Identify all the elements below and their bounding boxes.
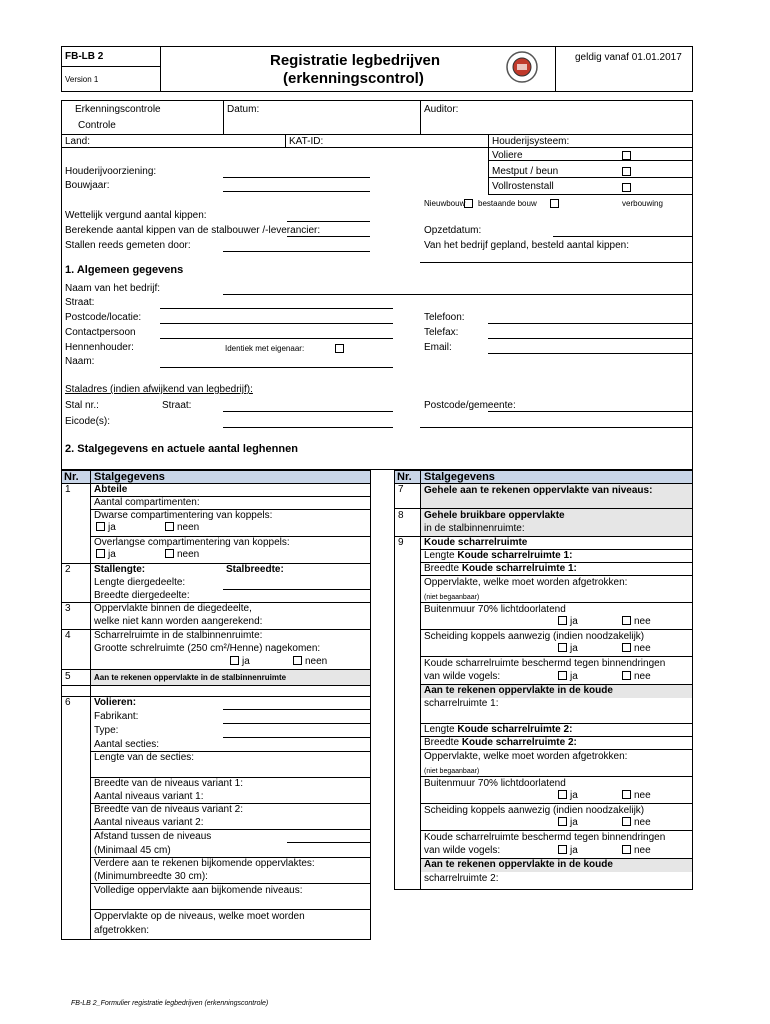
datum-label: Datum: (227, 104, 260, 115)
naam-bedrijf-field[interactable] (223, 294, 693, 295)
stallengte-label: Stallengte: (94, 564, 146, 575)
buitenmuur-ks2-nee[interactable]: nee (622, 790, 651, 801)
oppervlakte-label-2: welke niet kann worden aangerekend: (94, 616, 263, 627)
aan-koude1-label-2: scharrelruimte 1: (424, 698, 499, 709)
identiek-checkbox[interactable] (335, 344, 344, 353)
lengte-ks2-label: Lengte Koude scharrelruimte 2: (424, 724, 573, 735)
koude-label: Koude scharrelruimte (424, 537, 528, 548)
row9-nr: 9 (398, 537, 404, 548)
nieuwbouw-label: Nieuwbouw (424, 199, 466, 208)
land-label: Land: (65, 136, 91, 147)
aantal-variant1-label: Aantal niveaus variant 1: (94, 791, 204, 802)
scheiding-ks2-label: Scheiding koppels aanwezig (indien noodzakelijk) (424, 805, 645, 816)
auditor-label: Auditor: (424, 104, 459, 115)
hennenhouder-label: Hennenhouder: (65, 342, 134, 353)
scheiding-ks1-ja[interactable]: ja (558, 643, 578, 654)
stalbreedte-label: Stalbreedte: (226, 564, 284, 575)
afgetrokken-ks1-label: Oppervlakte, welke moet worden afgetrokken: (424, 577, 628, 588)
dwarse-label: Dwarse compartimentering van koppels: (94, 510, 273, 521)
contactpersoon-field[interactable] (160, 338, 393, 339)
postcode-field[interactable] (160, 323, 393, 324)
row1-nr: 1 (65, 484, 71, 495)
seal-logo-icon (504, 50, 540, 84)
breedte-diergedeelte-label: Breedte diergedeelte: (94, 590, 190, 601)
staladres-label: Staladres (indien afwijkend van legbedrijf): (65, 384, 253, 395)
volieren-label: Volieren: (94, 697, 137, 708)
abteile-label: Abteile (94, 484, 128, 495)
aan-koude2-label-1: Aan te rekenen oppervlakte in de koude (424, 859, 613, 870)
volledige-label: Volledige oppervlakte aan bijkomende niveaus: (94, 885, 303, 896)
stallen-field[interactable] (223, 251, 370, 252)
beschermd-ks1-label-1: Koude scharrelruimte beschermd tegen binnendringen (424, 658, 666, 669)
straat-label: Straat: (65, 297, 95, 308)
email-label: Email: (424, 342, 452, 353)
lengte-secties-label: Lengte van de secties: (94, 752, 195, 763)
houderijvoorziening-label: Houderijvoorziening: (65, 166, 157, 177)
right-stal-header: Stalgegevens (424, 471, 495, 483)
afgetrokken-ks2-label: Oppervlakte, welke moet worden afgetrokken: (424, 751, 628, 762)
stal-straat-label: Straat: (162, 400, 192, 411)
eicode-field[interactable] (223, 427, 393, 428)
section1-title: 1. Algemeen gegevens (65, 264, 184, 276)
grootte-neen[interactable]: neen (293, 656, 327, 667)
kat-id-label: KAT-ID: (289, 136, 324, 147)
berekende-label: Berekende aantal kippen van de stalbouwer /-leverancier: (65, 225, 321, 236)
dwarse-neen[interactable]: neen (165, 522, 199, 533)
bruikbare-label-1: Gehele bruikbare oppervlakte (424, 510, 565, 521)
bouwjaar-field[interactable] (223, 191, 370, 192)
opzetdatum-field[interactable] (553, 236, 693, 237)
mestput-checkbox[interactable] (622, 167, 631, 176)
breedte-ks1-label: Breedte Koude scharrelruimte 1: (424, 563, 577, 574)
row7-nr: 7 (398, 484, 404, 495)
scheiding-ks2-ja[interactable]: ja (558, 817, 578, 828)
stal-straat-field[interactable] (223, 411, 393, 412)
houderijsysteem-label: Houderijsysteem: (492, 136, 570, 147)
houderijvoorziening-field[interactable] (223, 177, 370, 178)
fabrikant-label: Fabrikant: (94, 711, 139, 722)
vollrostenstall-label: Vollrostenstall (492, 181, 554, 192)
beschermd-ks2-label-1: Koude scharrelruimte beschermd tegen binnendringen (424, 832, 666, 843)
postcode-label: Postcode/locatie: (65, 312, 142, 323)
type-label: Type: (94, 725, 119, 736)
oppniv-label-1: Oppervlakte op de niveaus, welke moet worden (94, 911, 305, 922)
gepland-field[interactable] (420, 262, 693, 263)
row3-nr: 3 (65, 603, 71, 614)
stal-nr-label: Stal nr.: (65, 400, 99, 411)
telefoon-field[interactable] (488, 323, 693, 324)
section2-title: 2. Stalgegevens en actuele aantal leghennen (65, 443, 298, 455)
valid-from: geldig vanaf 01.01.2017 (575, 52, 682, 63)
aan-koude2-label-2: scharrelruimte 2: (424, 873, 499, 884)
stallen-label: Stallen reeds gemeten door: (65, 240, 191, 251)
niet-begaanbaar-ks2: (niet begaanbaar) (424, 768, 480, 775)
breedte-variant1-label: Breedte van de niveaus variant 1: (94, 778, 243, 789)
row6-nr: 6 (65, 697, 71, 708)
naam-bedrijf-label: Naam van het bedrijf: (65, 283, 161, 294)
buitenmuur-ks2-label: Buitenmuur 70% lichtdoorlatend (424, 778, 566, 789)
eicode-label: Eicode(s): (65, 416, 111, 427)
form-code: FB-LB 2 (65, 51, 104, 62)
aantal-compartimenten-label: Aantal compartimenten: (94, 497, 200, 508)
mestput-label: Mestput / beun (492, 166, 559, 177)
niet-begaanbaar-ks1: (niet begaanbaar) (424, 594, 480, 601)
buitenmuur-ks2-ja[interactable]: ja (558, 790, 578, 801)
berekende-field[interactable] (287, 236, 370, 237)
naam-label: Naam: (65, 356, 95, 367)
voliere-label: Voliere (492, 150, 523, 161)
verdere-label-1: Verdere aan te rekenen bijkomende oppervlaktes: (94, 858, 315, 869)
form-version: Version 1 (65, 75, 99, 84)
afstand-label-2: (Minimaal 45 cm) (94, 845, 171, 856)
overlangse-neen[interactable]: neen (165, 549, 199, 560)
lengte-diergedeelte-label: Lengte diergedeelte: (94, 577, 186, 588)
beschermd-ks2-nee[interactable]: nee (622, 845, 651, 856)
overlangse-ja[interactable]: ja (96, 549, 116, 560)
left-stal-header: Stalgegevens (94, 471, 165, 483)
afstand-label-1: Afstand tussen de niveaus (94, 831, 212, 842)
aan-koude1-label-1: Aan te rekenen oppervlakte in de koude (424, 685, 613, 696)
wettelijk-field[interactable] (287, 221, 370, 222)
beschermd-ks1-ja[interactable]: ja (558, 671, 578, 682)
verdere-label-2: (Minimumbreedte 30 cm): (94, 871, 208, 882)
gehele-niveaus-label: Gehele aan te rekenen oppervlakte van niveaus: (424, 485, 653, 496)
postcode-gemeente-label: Postcode/gemeente: (424, 400, 516, 411)
grootte-label: Grootte schrelruimte (250 cm²/Henne) nagekomen: (94, 643, 321, 654)
oppniv-label-2: afgetrokken: (94, 925, 150, 936)
telefoon-label: Telefoon: (424, 312, 465, 323)
telefax-label: Telefax: (424, 327, 459, 338)
beschermd-ks2-label-2: van wilde vogels: (424, 845, 501, 856)
scheiding-ks1-label: Scheiding koppels aanwezig (indien noodzakelijk) (424, 631, 645, 642)
left-nr-header: Nr. (64, 471, 79, 483)
row2-nr: 2 (65, 564, 71, 575)
wettelijk-label: Wettelijk vergund aantal kippen: (65, 210, 207, 221)
row8-nr: 8 (398, 510, 404, 521)
buitenmuur-ks1-label: Buitenmuur 70% lichtdoorlatend (424, 604, 566, 615)
contactpersoon-label: Contactpersoon (65, 327, 136, 338)
email-field[interactable] (488, 353, 693, 354)
dwarse-ja[interactable]: ja (96, 522, 116, 533)
straat-field[interactable] (160, 308, 393, 309)
scheiding-ks2-nee[interactable]: nee (622, 817, 651, 828)
telefax-field[interactable] (488, 338, 693, 339)
form-title-1: Registratie legbedrijven (270, 52, 441, 69)
overlangse-label: Overlangse compartimentering van koppels: (94, 537, 290, 548)
row4-nr: 4 (65, 630, 71, 641)
scharrelruimte-label: Scharrelruimte in de stalbinnenruimte: (94, 630, 263, 641)
beschermd-ks1-label-2: van wilde vogels: (424, 671, 501, 682)
beschermd-ks1-nee[interactable]: nee (622, 671, 651, 682)
buitenmuur-ks1-nee[interactable]: nee (622, 616, 651, 627)
aantal-variant2-label: Aantal niveaus variant 2: (94, 817, 204, 828)
oppervlakte-label-1: Oppervlakte binnen de diegedeelte, (94, 603, 252, 614)
footer-text: FB-LB 2_Formulier registratie legbedrijven (erkenningscontrole) (71, 1000, 269, 1007)
scheiding-ks1-nee[interactable]: nee (622, 643, 651, 654)
breedte-variant2-label: Breedte van de niveaus variant 2: (94, 804, 243, 815)
bestaande-bouw-label: bestaande bouw (478, 199, 537, 208)
lengte-ks1-label: Lengte Koude scharrelruimte 1: (424, 550, 573, 561)
naam-field[interactable] (160, 367, 393, 368)
beschermd-ks2-ja[interactable]: ja (558, 845, 578, 856)
buitenmuur-ks1-ja[interactable]: ja (558, 616, 578, 627)
opzetdatum-label: Opzetdatum: (424, 225, 482, 236)
aantal-secties-label: Aantal secties: (94, 739, 160, 750)
right-nr-header: Nr. (397, 471, 412, 483)
bruikbare-label-2: in de stalbinnenruimte: (424, 523, 525, 534)
voliere-checkbox[interactable] (622, 151, 631, 160)
aan-te-rekenen-5-label: Aan te rekenen oppervlakte in de stalbinnenruimte (94, 673, 287, 682)
verbouwing-label: verbouwing (622, 199, 663, 208)
erkenningscontrole-label: Erkenningscontrole (75, 104, 161, 115)
bouwjaar-label: Bouwjaar: (65, 180, 110, 191)
gepland-label: Van het bedrijf gepland, besteld aantal kippen: (424, 240, 629, 251)
identiek-label: Identiek met eigenaar: (225, 344, 305, 353)
vollrost-checkbox[interactable] (622, 183, 631, 192)
form-title-2: (erkenningscontrol) (283, 70, 424, 87)
row5-nr: 5 (65, 671, 71, 682)
nieuwbouw-checkbox[interactable] (464, 199, 473, 208)
controle-label: Controle (78, 120, 116, 131)
grootte-ja[interactable]: ja (230, 656, 250, 667)
breedte-ks2-label: Breedte Koude scharrelruimte 2: (424, 737, 577, 748)
postcode-gemeente-field[interactable] (488, 411, 693, 412)
bestaande-checkbox[interactable] (550, 199, 559, 208)
